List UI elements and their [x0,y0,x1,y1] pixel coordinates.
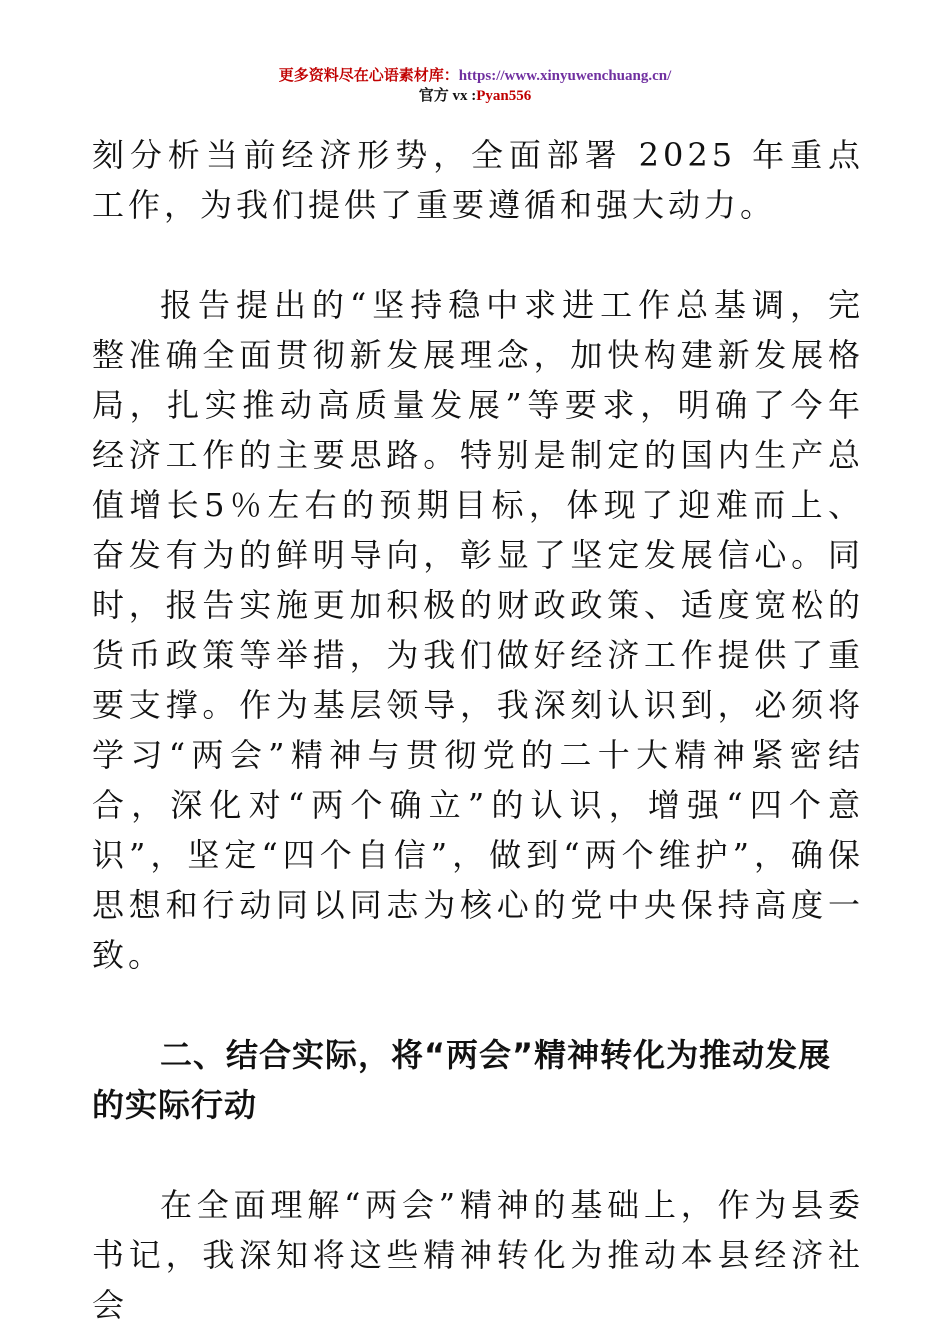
paragraph-2: 报告提出的“坚持稳中求进工作总基调，完整准确全面贯彻新发展理念，加快构建新发展格局，扎实推动高质量发展”等要求，明确了今年经济工作的主要思路。特别是制定的国内生产总值增长5％左右的预期目标，体现了迎难而上、奋发有为的鲜明导向，彰显了坚定发展信心。同时，报告实施更加积极的财政政策、适度宽松的货币政策等举措，为我们做好经济工作提供了重要支撑。作为基层领导，我深刻认识到，必须将学习“两会”精神与贯彻党的二十大精神紧密结合，深化对“两个确立”的认识，增强“四个意识”，坚定“四个自信”，做到“两个维护”，确保思想和行动同以同志为核心的党中央保持高度一致。 [92,286,864,974]
paragraph-gap [92,1130,864,1180]
official-handle: Pyan556 [476,88,532,104]
paragraph-1: 刻分析当前经济形势，全面部署 2025 年重点工作，为我们提供了重要遵循和强大动力。 [92,136,864,224]
paragraph-gap [92,980,864,1030]
document-header [0,66,950,106]
paragraph-gap [92,230,864,280]
paragraph-3: 在全面理解“两会”精神的基础上，作为县委书记，我深知将这些精神转化为推动本县经济社会 [92,1186,864,1324]
official-account-line [0,86,950,106]
promo-url-link[interactable]: https://www.xinyuwenchuang.cn/ [458,68,672,84]
promo-line [0,66,950,86]
document-body [92,130,864,1330]
official-label: 官方 vx : [418,88,477,104]
section-heading-2: 二、结合实际，将“两会”精神转化为推动发展的实际行动 [92,1036,832,1124]
promo-text: 更多资料尽在心语素材库： [278,68,459,84]
